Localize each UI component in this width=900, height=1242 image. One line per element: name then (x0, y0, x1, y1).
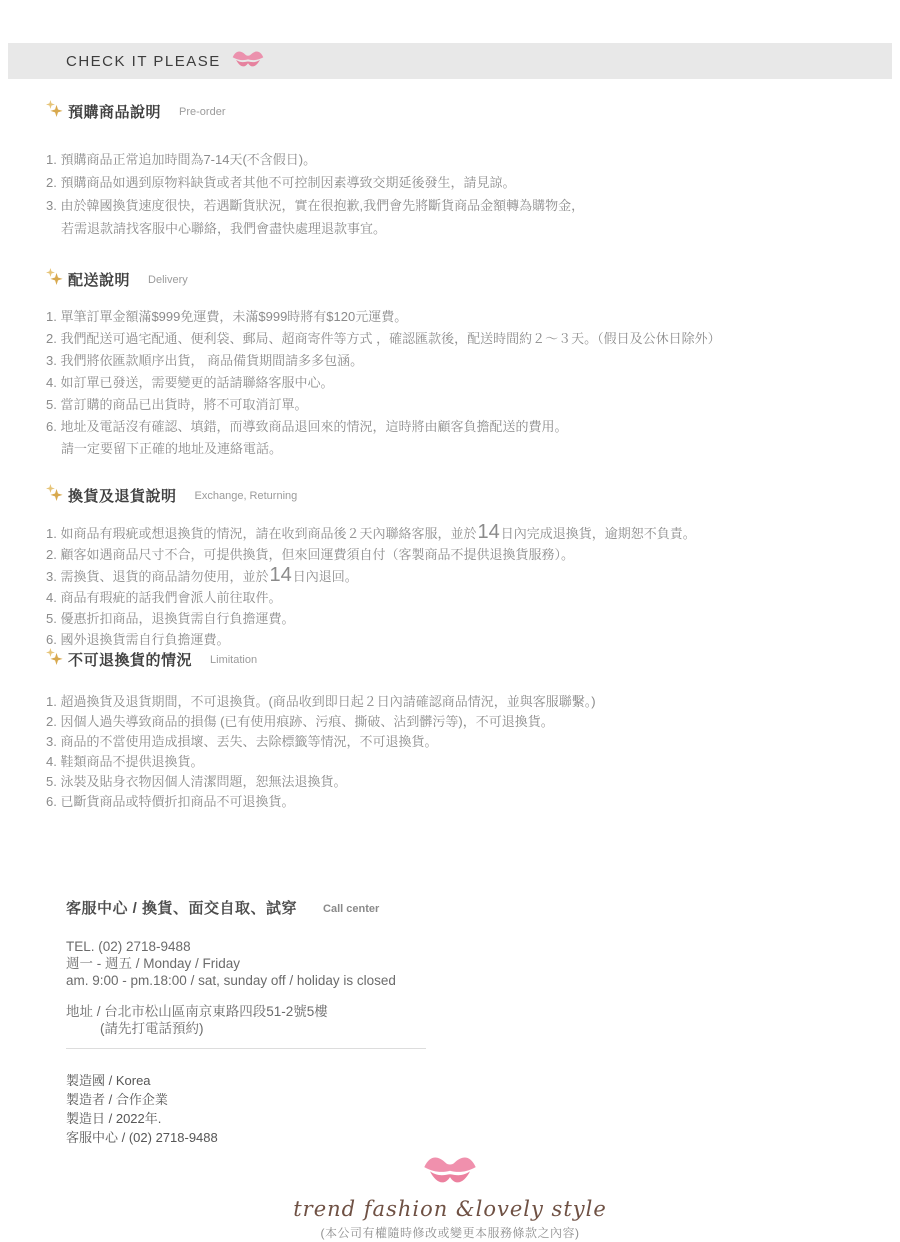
address-line: 地址 / 台北市松山區南京東路四段51-2號5樓 (66, 1004, 328, 1019)
section-header (46, 648, 880, 670)
section-list (46, 306, 880, 460)
divider-line (66, 1048, 426, 1049)
manufacture-maker: 製造者 / 合作企業 (66, 1092, 168, 1107)
section-delivery (46, 268, 880, 460)
manufacture-service: 客服中心 / (02) 2718-9488 (66, 1130, 218, 1145)
list-item-text: 日內退回。 (292, 569, 358, 584)
list-item: 2. 顧客如遇商品尺寸不合，可提供換貨，但來回運費須自付（客製商品不提供退換貨服務）。 (46, 547, 574, 562)
list-item: 5. 優惠折扣商品，退換貨需自行負擔運費。 (46, 611, 295, 626)
list-item: 3. 我們將依匯款順序出貨， 商品備貨期間請多多包涵。 (46, 353, 364, 368)
sparkles-icon (46, 267, 63, 291)
list-item: 3. 由於韓國換貨速度很快，若遇斷貨狀況，實在很抱歉,我們會先將斷貨商品金額轉為購物金， (46, 198, 585, 213)
section-title: 配送說明 (68, 271, 131, 289)
list-item: 4. 商品有瑕疵的話我們會派人前往取件。 (46, 590, 282, 605)
list-item: 5. 當訂購的商品已出貨時，將不可取消訂單。 (46, 397, 308, 412)
page-title: CHECK IT PLEASE (66, 52, 221, 70)
section-list (46, 148, 880, 240)
list-item: 6. 已斷貨商品或特價折扣商品不可退換貨。 (46, 794, 295, 809)
address-note: (請先打電話預約) (100, 1021, 204, 1036)
list-item-continuation: 請一定要留下正確的地址及連絡電話。 (61, 441, 283, 456)
manufacture-date: 製造日 / 2022年. (66, 1111, 162, 1126)
list-item-text: 3. 需換貨、退貨的商品請勿使用，並於 (46, 569, 269, 584)
call-center-section (66, 897, 396, 1037)
section-title: 預購商品說明 (68, 103, 162, 121)
tel-line: TEL. (02) 2718-9488 (66, 939, 191, 954)
kiss-lips-icon (231, 47, 265, 76)
list-item: 1. 超過換貨及退貨期間，不可退換貨。(商品收到即日起２日內請確認商品情況，並與客服聯繫。) (46, 694, 596, 709)
manufacture-country: 製造國 / Korea (66, 1073, 151, 1088)
section-list (46, 522, 880, 650)
list-item: 4. 如訂單已發送，需要變更的話請聯絡客服中心。 (46, 375, 334, 390)
address-block (66, 1003, 396, 1037)
list-item: 6. 地址及電話沒有確認、填錯，而導致商品退回來的情況，這時將由顧客負擔配送的費用。 (46, 419, 568, 434)
section-subtitle: Exchange, Returning (194, 490, 298, 502)
section-header (46, 100, 880, 122)
list-item-text: 日內完成退換貨，逾期恕不負責。 (500, 526, 696, 541)
list-item (46, 565, 880, 587)
section-title: 換貨及退貨說明 (68, 487, 177, 505)
sparkles-icon (46, 99, 63, 123)
section-subtitle: Limitation (210, 654, 258, 666)
section-subtitle: Pre-order (179, 106, 226, 118)
call-center-title: 客服中心 / 換貨、面交自取、試穿 (66, 900, 298, 917)
header-band (8, 43, 892, 79)
call-center-subtitle: Call center (323, 902, 380, 915)
sparkles-icon (46, 483, 63, 507)
brand-slogan: trend fashion &lovely style (293, 1197, 607, 1221)
list-item (46, 522, 880, 544)
list-item: 3. 商品的不當使用造成損壞、丟失、去除標籤等情況，不可退換貨。 (46, 734, 438, 749)
section-subtitle: Delivery (148, 274, 188, 286)
list-item: 5. 泳裝及貼身衣物因個人清潔問題，恕無法退換貨。 (46, 774, 347, 789)
list-item: 2. 預購商品如遇到原物料缺貨或者其他不可控制因素導致交期延後發生，請見諒。 (46, 175, 516, 190)
list-item: 1. 預購商品正常追加時間為7-14天(不含假日)。 (46, 152, 317, 167)
section-list (46, 692, 880, 812)
list-item-text: 1. 如商品有瑕疵或想退換貨的情況，請在收到商品後２天內聯絡客服，並於 (46, 526, 477, 541)
emphasized-number: 14 (477, 521, 500, 543)
list-item: 2. 我們配送可過宅配通、便利袋、郵局、超商寄件等方式 ，確認匯款後，配送時間約２～３天。（假日及公休日除外） (46, 331, 721, 346)
emphasized-number: 14 (269, 564, 292, 586)
section-title: 不可退換貨的情況 (68, 651, 193, 669)
list-item: 1. 單筆訂單金額滿$999免運費，未滿$999時將有$120元運費。 (46, 309, 408, 324)
days-line: 週一 - 週五 / Monday / Friday (66, 956, 241, 971)
manufacture-info (66, 1071, 218, 1147)
sparkles-icon (46, 647, 63, 671)
section-header (46, 484, 880, 506)
kiss-lips-icon (421, 1150, 479, 1195)
section-limitation (46, 648, 880, 812)
hours-line: am. 9:00 - pm.18:00 / sat, sunday off / holiday is closed (66, 973, 396, 988)
list-item: 4. 鞋類商品不提供退換貨。 (46, 754, 204, 769)
list-item: 6. 國外退換貨需自行負擔運費。 (46, 632, 230, 647)
footer (0, 1150, 900, 1241)
section-preorder (46, 100, 880, 240)
terms-note: (本公司有權隨時修改或變更本服務條款之內容) (320, 1226, 580, 1240)
list-item-continuation: 若需退款請找客服中心聯絡，我們會盡快處理退款事宜。 (61, 221, 387, 236)
call-center-info (66, 938, 396, 989)
list-item: 2. 因個人過失導致商品的損傷 (已有使用痕跡、污痕、撕破、沾到髒污等)，不可退換貨。 (46, 714, 554, 729)
call-center-header (66, 897, 396, 918)
section-exchange-return (46, 484, 880, 650)
section-header (46, 268, 880, 290)
